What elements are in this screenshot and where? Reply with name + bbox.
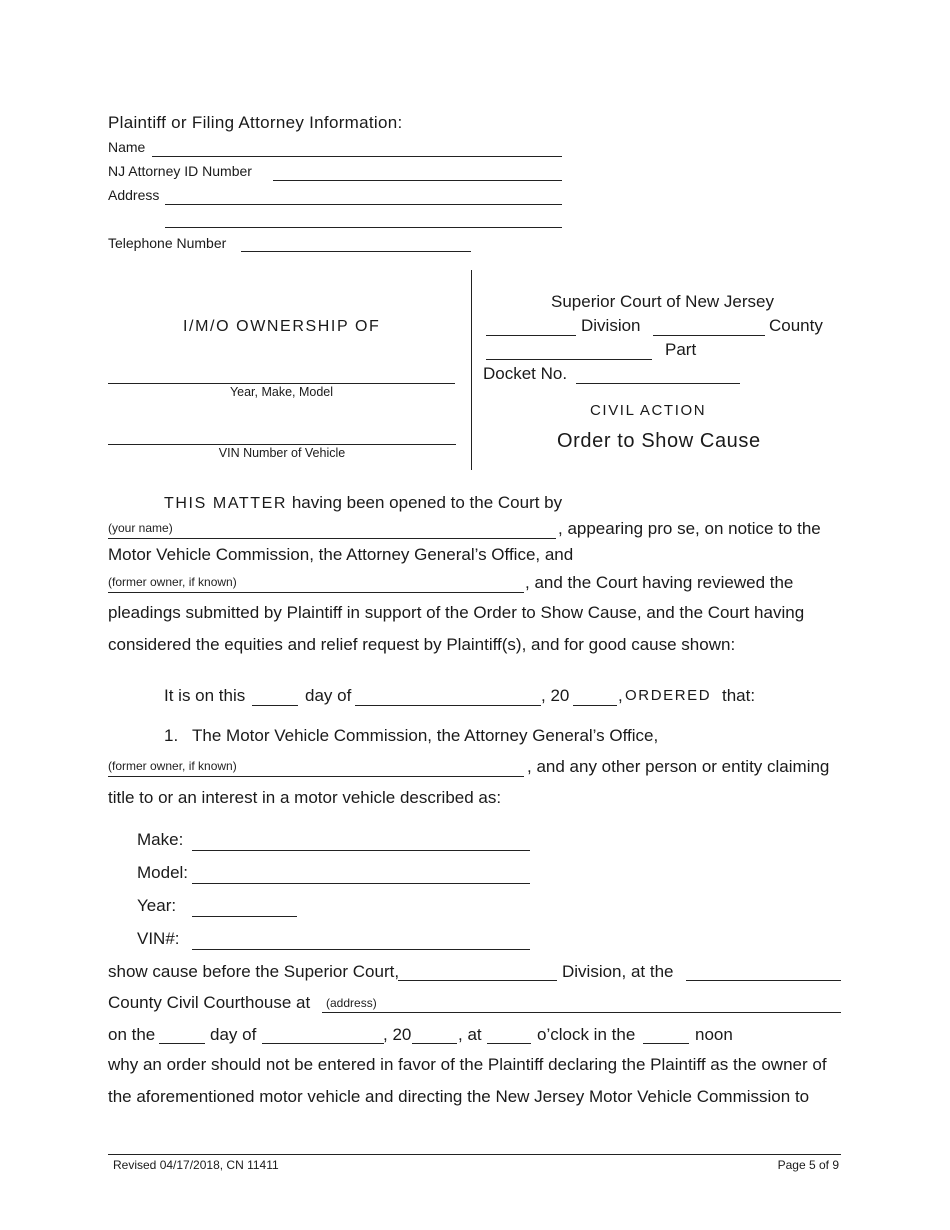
on-the-text: on the: [108, 1025, 156, 1044]
court-name: Superior Court of New Jersey: [551, 292, 774, 311]
telephone-field[interactable]: [241, 251, 471, 252]
comma-text: ,: [618, 686, 623, 705]
oclock-text: o’clock in the: [537, 1025, 636, 1044]
division-field[interactable]: [486, 335, 576, 336]
attorney-id-field[interactable]: [273, 180, 562, 181]
it-is-on-this: It is on this: [164, 686, 246, 705]
comma-at-text: , at: [458, 1025, 482, 1044]
docket-label: Docket No.: [483, 364, 568, 383]
document-title: Order to Show Cause: [557, 430, 761, 452]
revised-text: Revised 04/17/2018, CN 11411: [113, 1158, 279, 1172]
comma-20-text: , 20: [541, 686, 570, 705]
filing-info-title: Plaintiff or Filing Attorney Information:: [108, 113, 403, 132]
show-cause-text: show cause before the Superior Court,: [108, 962, 400, 981]
hearing-year-field[interactable]: [412, 1043, 457, 1044]
make-field[interactable]: [192, 850, 530, 851]
county-label: County: [769, 316, 823, 335]
courthouse-address-field[interactable]: [322, 1012, 841, 1013]
any-other-text: , and any other person or entity claiming: [527, 757, 830, 776]
court-division-field[interactable]: [398, 980, 557, 981]
hearing-day-field[interactable]: [159, 1043, 205, 1044]
reviewed-text: , and the Court having reviewed the: [525, 573, 794, 592]
para1-line1: [164, 493, 562, 513]
day-field[interactable]: [252, 705, 298, 706]
why-order-line: why an order should not be entered in favor of the Plaintiff declaring the Plaintiff as the owner of: [108, 1055, 827, 1074]
former-owner-hint2: (former owner, if known): [108, 759, 237, 773]
docket-field[interactable]: [576, 383, 740, 384]
name-field[interactable]: [152, 156, 562, 157]
telephone-label: Telephone Number: [108, 235, 227, 251]
county-name-field[interactable]: [686, 980, 841, 981]
county-field[interactable]: [653, 335, 765, 336]
hearing-month-field[interactable]: [262, 1043, 384, 1044]
footer-rule: [108, 1154, 841, 1155]
model-field[interactable]: [192, 883, 530, 884]
comma-20-text2: , 20: [383, 1025, 412, 1044]
this-matter-text: THIS MATTER: [164, 495, 288, 512]
your-name-field[interactable]: [108, 538, 556, 539]
pleadings-line: pleadings submitted by Plaintiff in support of the Order to Show Cause, and the Court having: [108, 603, 805, 622]
caption-divider: [471, 270, 472, 470]
former-owner-field2[interactable]: [108, 776, 524, 777]
year-label: Year:: [137, 896, 177, 915]
civil-action-label: CIVIL ACTION: [590, 402, 707, 419]
name-label: Name: [108, 139, 146, 155]
division-label: Division: [581, 316, 641, 335]
pro-se-text: , appearing pro se, on notice to the: [558, 519, 821, 538]
year-make-model-field[interactable]: [108, 383, 455, 384]
part-label: Part: [665, 340, 697, 359]
opened-text: having been opened to the Court by: [291, 493, 563, 512]
courthouse-at-text: County Civil Courthouse at: [108, 993, 311, 1012]
title-to-text: title to or an interest in a motor vehicle described as:: [108, 788, 502, 807]
address-hint: (address): [326, 996, 377, 1010]
year-field[interactable]: [192, 916, 297, 917]
address-field-line2[interactable]: [165, 227, 562, 228]
year-make-model-label: Year, Make, Model: [229, 385, 334, 399]
address-label: Address: [108, 187, 160, 203]
equities-line: considered the equities and relief request by Plaintiff(s), and for good cause shown:: [108, 635, 736, 654]
vin-number-label: VIN Number of Vehicle: [218, 446, 346, 460]
vin-label: VIN#:: [137, 929, 180, 948]
day-of-text2: day of: [210, 1025, 257, 1044]
attorney-id-label: NJ Attorney ID Number: [108, 163, 252, 179]
former-owner-field[interactable]: [108, 592, 524, 593]
item1-text: 1. The Motor Vehicle Commission, the Attorney General’s Office,: [164, 726, 659, 745]
model-label: Model:: [137, 863, 189, 882]
part-field[interactable]: [486, 359, 652, 360]
imo-heading: I/M/O OWNERSHIP OF: [183, 318, 381, 335]
hearing-time-field[interactable]: [487, 1043, 531, 1044]
aforementioned-line: the aforementioned motor vehicle and directing the New Jersey Motor Vehicle Commission to: [108, 1087, 810, 1106]
ampm-field[interactable]: [643, 1043, 689, 1044]
vin-field[interactable]: [192, 949, 530, 950]
division-at-text: Division, at the: [562, 962, 674, 981]
year-suffix-field[interactable]: [573, 705, 617, 706]
month-field[interactable]: [355, 705, 541, 706]
that-text: that:: [722, 686, 756, 705]
make-label: Make:: [137, 830, 184, 849]
former-owner-hint: (former owner, if known): [108, 575, 237, 589]
mvc-line: Motor Vehicle Commission, the Attorney General’s Office, and: [108, 545, 574, 564]
your-name-hint: (your name): [108, 521, 173, 535]
ordered-text: ORDERED: [625, 687, 712, 704]
address-field-line1[interactable]: [165, 204, 562, 205]
page-number: Page 5 of 9: [777, 1158, 839, 1172]
noon-text: noon: [695, 1025, 733, 1044]
vin-number-field[interactable]: [108, 444, 456, 445]
day-of-text: day of: [305, 686, 352, 705]
